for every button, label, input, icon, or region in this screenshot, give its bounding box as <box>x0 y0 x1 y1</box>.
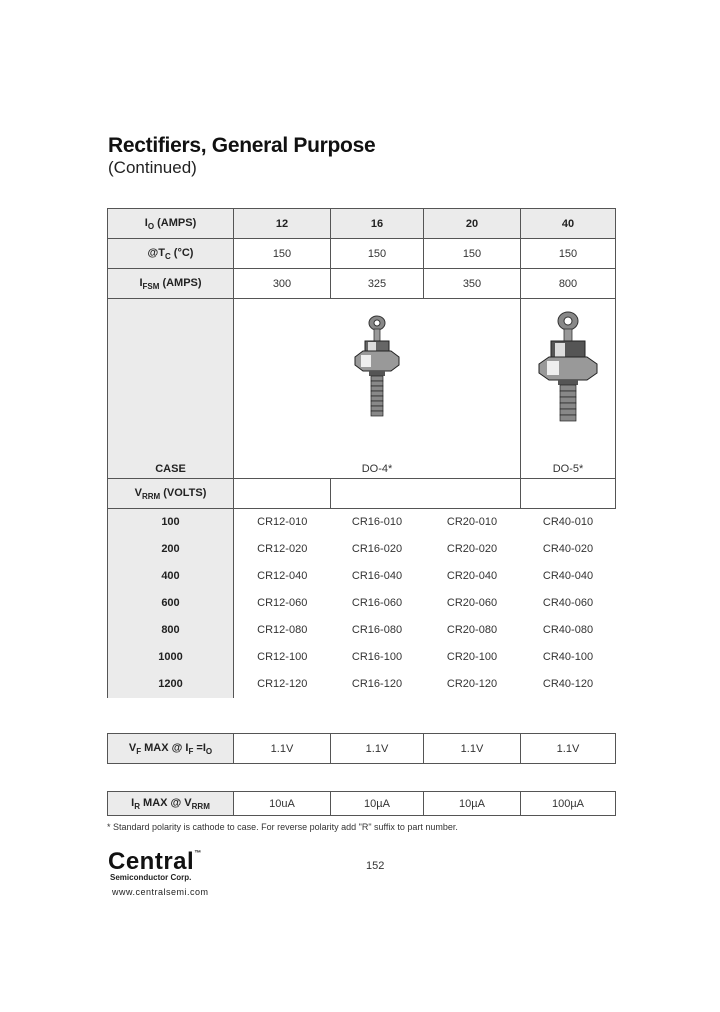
ir-value: 100µA <box>521 792 616 816</box>
part-number: CR16-120 <box>351 678 403 690</box>
diode-stud-package-icon <box>533 309 603 434</box>
part-number: CR20-010 <box>446 516 498 529</box>
vf-value: 1.1V <box>234 734 331 764</box>
ir-table <box>107 791 616 816</box>
part-number: CR12-060 <box>257 597 308 609</box>
part-number: CR12-010 <box>257 516 308 529</box>
part-number: CR16-080 <box>351 624 403 636</box>
part-number: CR12-080 <box>257 624 308 636</box>
vf-row <box>108 734 616 764</box>
voltage-label: 200 <box>108 536 234 563</box>
table-row <box>108 617 616 644</box>
blank-cell <box>331 479 521 509</box>
ir-value: 10uA <box>234 792 331 816</box>
tc-row <box>108 239 616 269</box>
io-label: $I_O$ (AMPS) <box>108 209 234 239</box>
part-number: CR20-040 <box>446 570 498 582</box>
io-row <box>108 209 616 239</box>
part-number: CR16-010 <box>351 516 403 529</box>
part-number: CR12-120 <box>257 678 308 690</box>
website-url: www.centralsemi.com <box>112 887 209 897</box>
vf-table <box>107 733 616 764</box>
io-value: 16 <box>331 209 424 239</box>
part-number: CR20-060 <box>446 597 498 609</box>
page-number: 152 <box>366 860 385 872</box>
part-number: CR16-020 <box>351 543 403 555</box>
ir-value: 10µA <box>331 792 424 816</box>
ifsm-row <box>108 269 616 299</box>
diode-stud-package-icon <box>347 313 407 433</box>
vf-value: 1.1V <box>424 734 521 764</box>
vf-value: 1.1V <box>331 734 424 764</box>
part-number: CR40-060 <box>542 597 594 609</box>
vrrm-header-row <box>108 479 616 509</box>
ifsm-label: $I_{FSM}$ (AMPS) <box>108 269 234 299</box>
footnote: * Standard polarity is cathode to case. For reverse polarity add "R" suffix to part number. <box>107 822 458 832</box>
vf-label: $V_F$ MAX @ $I_F =I_O$ <box>108 734 234 764</box>
part-number: CR16-060 <box>351 597 403 609</box>
vf-value: 1.1V <box>521 734 616 764</box>
part-number: CR20-120 <box>446 678 498 690</box>
voltage-label: 800 <box>108 617 234 644</box>
page-subtitle: (Continued) <box>108 158 197 177</box>
table-row <box>108 644 616 671</box>
io-value: 40 <box>521 209 616 239</box>
part-number: CR20-020 <box>446 543 498 555</box>
part-number: CR16-100 <box>351 651 403 663</box>
voltage-label: 1200 <box>108 671 234 698</box>
case-do4-label: DO-4* <box>361 463 393 475</box>
voltage-label: 400 <box>108 563 234 590</box>
tc-label: $@T_C$ (°C) <box>108 239 234 269</box>
case-label: CASE <box>108 299 234 479</box>
part-number: CR40-100 <box>542 651 594 663</box>
table-row <box>108 509 616 536</box>
blank-cell <box>521 479 616 509</box>
tc-value: 150 <box>234 239 331 269</box>
ifsm-value: 300 <box>234 269 331 299</box>
tc-value: 150 <box>331 239 424 269</box>
part-number: CR12-020 <box>257 543 308 555</box>
tc-value: 150 <box>424 239 521 269</box>
case-do4-cell <box>234 299 521 479</box>
io-value: 20 <box>424 209 521 239</box>
table-row <box>108 590 616 617</box>
part-number: CR16-040 <box>351 570 403 582</box>
ir-value: 10µA <box>424 792 521 816</box>
tc-value: 150 <box>521 239 616 269</box>
table-row <box>108 671 616 698</box>
page-title: Rectifiers, General Purpose <box>108 134 376 157</box>
part-number: CR20-080 <box>446 624 498 636</box>
ifsm-value: 325 <box>331 269 424 299</box>
table-row <box>108 536 616 563</box>
part-number: CR40-080 <box>542 624 594 636</box>
brand-subtitle: Semiconductor Corp. <box>110 873 192 882</box>
case-do5-label: DO-5* <box>552 463 584 475</box>
part-number: CR40-040 <box>542 570 594 582</box>
voltage-label: 100 <box>108 509 234 536</box>
part-number: CR12-100 <box>257 651 308 663</box>
brand-logo: Central™ <box>108 848 202 875</box>
voltage-label: 1000 <box>108 644 234 671</box>
ir-label: $I_R$ MAX @ $V_{RRM}$ <box>108 792 234 816</box>
part-number: CR12-040 <box>257 570 308 582</box>
part-number: CR40-020 <box>542 543 594 555</box>
ifsm-value: 800 <box>521 269 616 299</box>
table-row <box>108 563 616 590</box>
part-number: CR40-120 <box>542 678 594 690</box>
part-number: CR20-100 <box>446 651 498 663</box>
case-do5-cell <box>521 299 616 479</box>
rectifier-spec-table <box>107 208 616 698</box>
ifsm-value: 350 <box>424 269 521 299</box>
case-row <box>108 299 616 479</box>
blank-cell <box>234 479 331 509</box>
part-number: CR40-010 <box>542 516 594 529</box>
voltage-label: 600 <box>108 590 234 617</box>
ir-row <box>108 792 616 816</box>
vrrm-label: $V_{RRM}$ (VOLTS) <box>108 479 234 509</box>
io-value: 12 <box>234 209 331 239</box>
